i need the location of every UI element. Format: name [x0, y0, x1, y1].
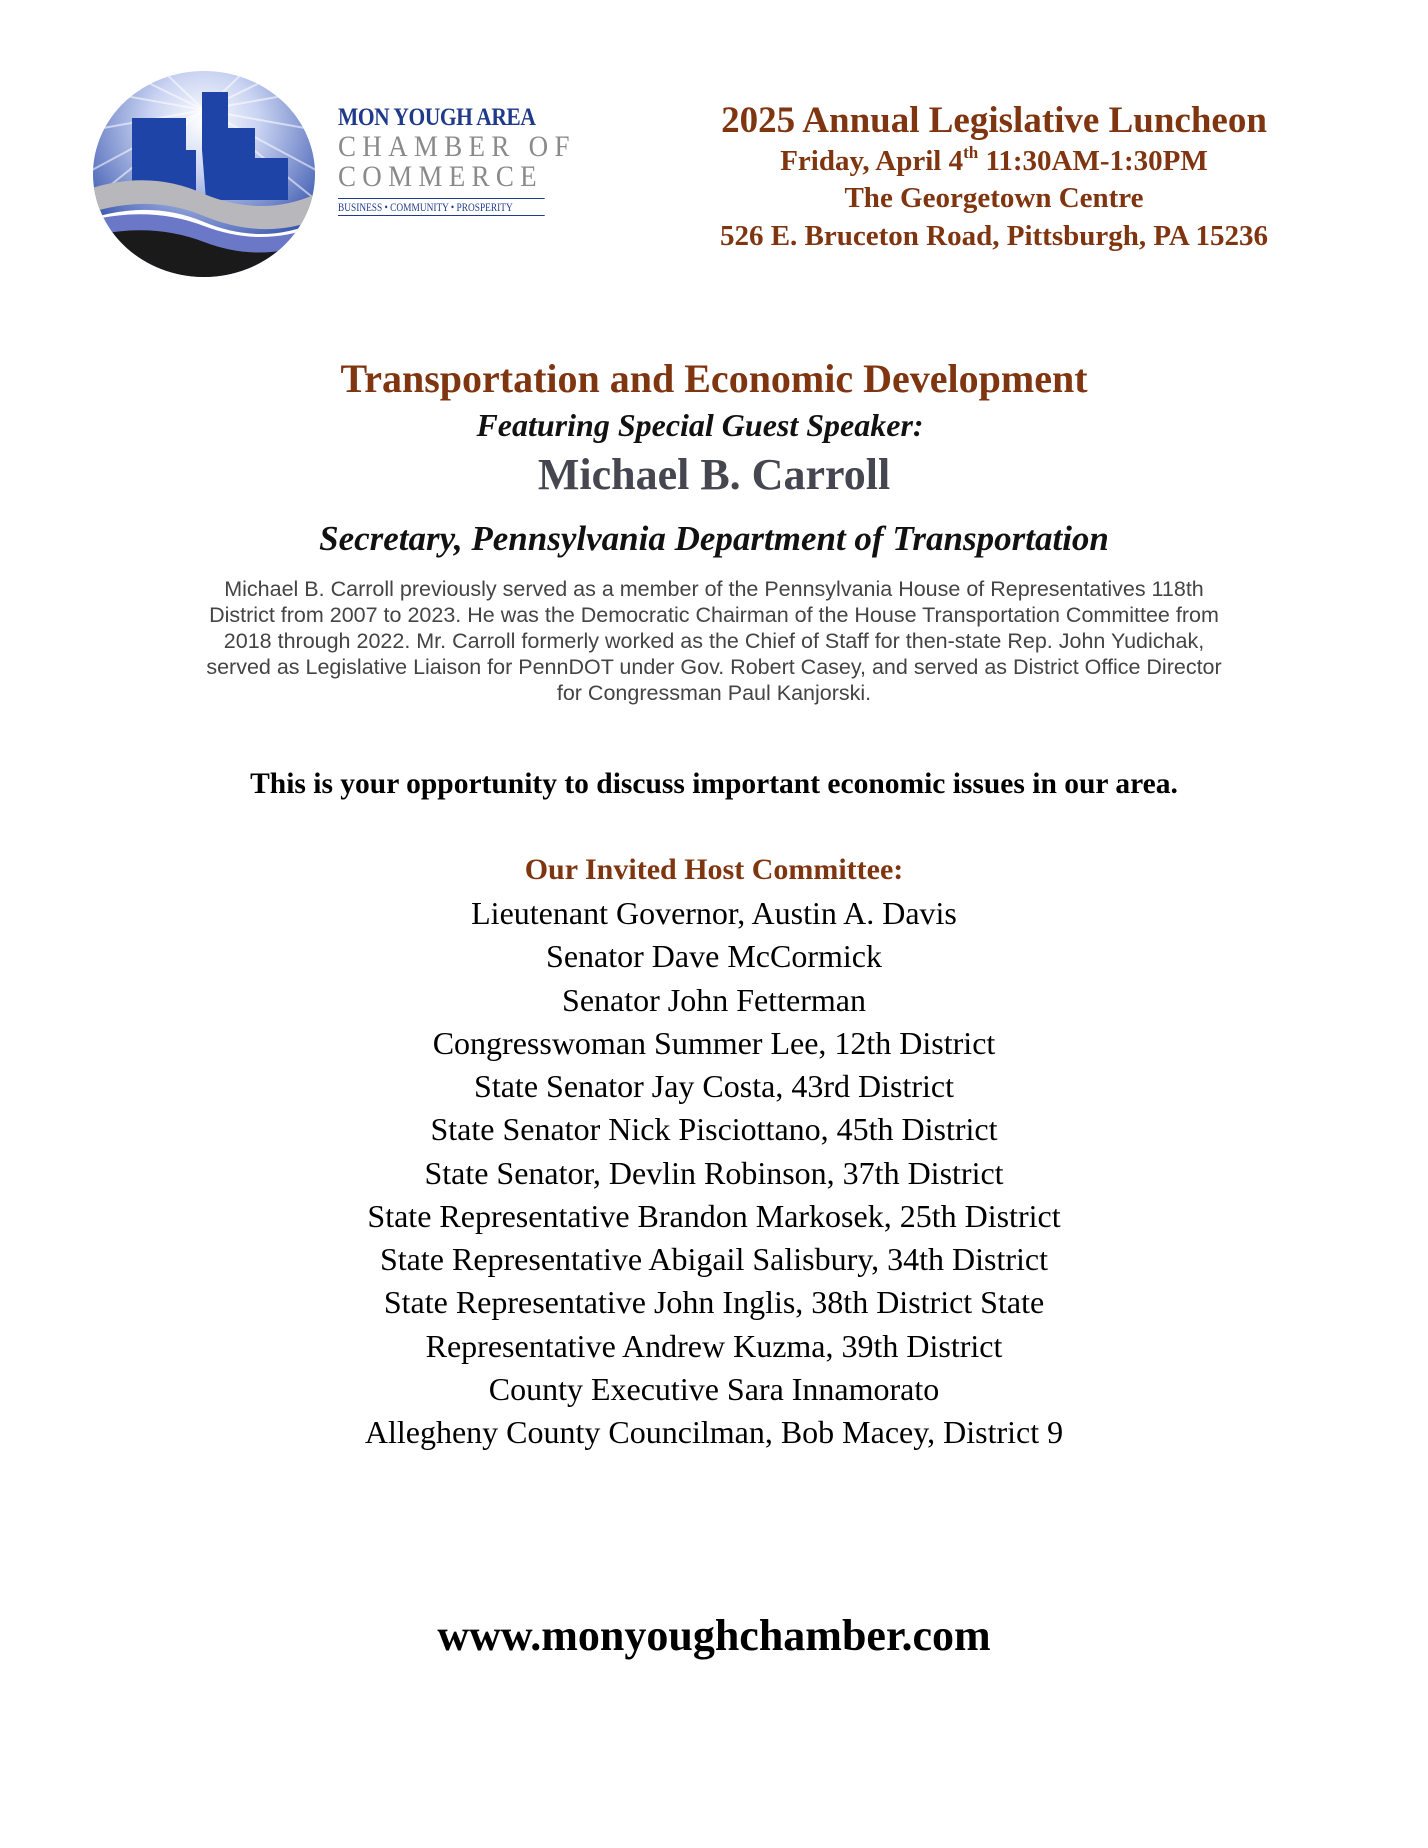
opportunity-tagline: This is your opportunity to discuss important economic issues in our area. — [250, 768, 1178, 800]
committee-member: State Representative Abigail Salisbury, 34th District — [379, 1241, 1049, 1277]
event-venue: The Georgetown Centre — [844, 182, 1144, 214]
committee-member: County Executive Sara Innamorato — [488, 1370, 940, 1407]
committee-member: Representative Andrew Kuzma, 39th District — [425, 1327, 1003, 1364]
event-address: 526 E. Bruceton Road, Pittsburgh, PA 15236 — [719, 220, 1269, 252]
committee-member: Congresswoman Summer Lee, 12th District — [432, 1024, 996, 1061]
committee-member: State Senator Jay Costa, 43rd District — [474, 1068, 954, 1104]
committee-heading: Our Invited Host Committee: — [524, 853, 904, 886]
event-time: 11:30AM-1:30PM — [978, 145, 1208, 177]
logo-tagline: BUSINESS • COMMUNITY • PROSPERITY — [338, 198, 545, 216]
bio-line: served as Legislative Liaison for PennDOT under Gov. Robert Casey, and served as District Office Director — [206, 655, 1222, 679]
committee-list — [0, 892, 1428, 1454]
event-date-time — [660, 142, 1328, 180]
speaker-title: Secretary, Pennsylvania Department of Transportation — [319, 519, 1109, 558]
committee-member: Lieutenant Governor, Austin A. Davis — [471, 895, 957, 931]
chamber-logo-emblem — [92, 70, 316, 278]
committee-member: Senator John Fetterman — [562, 981, 866, 1018]
topic-heading: Transportation and Economic Development — [340, 356, 1088, 401]
event-details — [660, 100, 1328, 255]
bio-line: Michael B. Carroll previously served as a member of the Pennsylvania House of Representatives 118th — [224, 577, 1204, 601]
bio-line: District from 2007 to 2023. He was the Democratic Chairman of the House Transportation Committee from — [209, 603, 1219, 627]
event-date-ordinal: th — [963, 143, 979, 162]
committee-member: State Senator, Devlin Robinson, 37th District — [424, 1154, 1004, 1191]
committee-member: Allegheny County Councilman, Bob Macey, District 9 — [364, 1414, 1064, 1450]
logo-line-2: CHAMBER OF — [338, 130, 576, 163]
event-title: 2025 Annual Legislative Luncheon — [721, 100, 1267, 141]
bio-line: for Congressman Paul Kanjorski. — [556, 681, 872, 705]
bio-line: 2018 through 2022. Mr. Carroll formerly worked as the Chief of Staff for then-state Rep. John Yudichak, — [223, 629, 1205, 653]
featuring-label: Featuring Special Guest Speaker: — [476, 407, 924, 443]
logo-line-1: MON YOUGH AREA — [338, 104, 536, 131]
chamber-logo-wordmark — [338, 104, 576, 216]
speaker-name: Michael B. Carroll — [537, 450, 891, 499]
event-date: Friday, April 4 — [780, 145, 964, 177]
committee-member: State Senator Nick Pisciottano, 45th District — [430, 1111, 998, 1148]
speaker-bio — [100, 576, 1328, 706]
committee-member: State Representative Brandon Markosek, 25th District — [367, 1197, 1061, 1234]
committee-member: State Representative John Inglis, 38th District State — [383, 1284, 1045, 1321]
website-link[interactable]: www.monyoughchamber.com — [437, 1611, 991, 1660]
skyline-river-icon — [92, 70, 316, 278]
logo-line-3: COMMERCE — [338, 160, 543, 193]
committee-member: Senator Dave McCormick — [546, 938, 882, 975]
